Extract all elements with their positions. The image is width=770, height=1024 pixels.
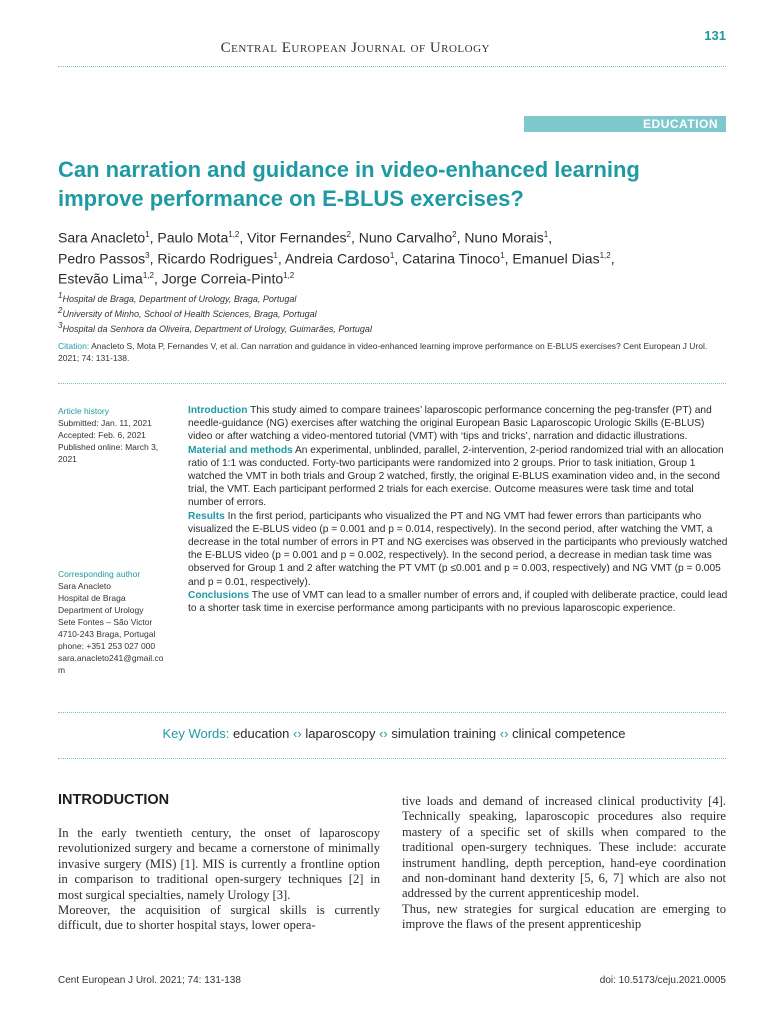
keyword-item: laparoscopy xyxy=(305,726,376,741)
author-affiliation-marker: 1 xyxy=(543,230,549,239)
author-street: Sete Fontes – São Victor xyxy=(58,617,153,627)
author-phone: phone: +351 253 027 000 xyxy=(58,641,156,651)
author-name: Sara Anacleto xyxy=(58,581,111,591)
author-list: Sara Anacleto$^1$, Paulo Mota$^{1,2}$, Vitor Fernandes$^2$, Nuno Carvalho$^2$, Nuno Morais$^1$, Pedro Passos$^3$, Ricardo Rodrigues$^1$, Andreia Cardoso$^1$, Catarina Tinoco$^1$, Emanuel Dias$^{1,2}$, Estevão Lima$^{1,2}$, Jorge Correia-Pinto$^{1,2}$ xyxy=(58,229,615,287)
article-history-heading: Article history xyxy=(58,406,110,416)
author-name: Catarina Tinoco xyxy=(402,250,501,267)
header-divider xyxy=(58,66,726,67)
author-name: Pedro Passos xyxy=(58,250,146,267)
abstract-methods: Material and methods An experimental, unblinded, parallel, 2-intervention, 2-period randomized trial with an allocation ratio of 1:1 was conducted. Forty-two participants were randomized into 2 groups. Prior to task initiation, Group 1 watched the VMT in both trials and Group 2 watched, firstly, the original E-BLUS examination video and, in the second trial, the VMT. Each participant performed 2 trials for each exercise. Outcome measures were task time and total number of errors. xyxy=(188,444,724,509)
citation-text: Anacleto S, Mota P, Fernandes V, et al. Can narration and guidance in video-enhanced learning improve performance on E-BLUS exercises? Cent European J Urol. 2021; 74: 131-138. xyxy=(58,341,708,363)
introduction-heading: INTRODUCTION xyxy=(58,792,170,808)
article-title: Can narration and guidance in video-enhanced learning improve performance on E-BLUS exercises? xyxy=(58,157,640,211)
author-name: Andreia Cardoso xyxy=(284,250,390,267)
author-name: Sara Anacleto xyxy=(58,229,146,246)
body-paragraph: tive loads and demand of increased clinical productivity [4]. Technically speaking, laparoscopic procedures also require mastery of a specific set of skills when compared to the traditional open-surgery techniques. These include: accurate instrument handling, depth perception, hand-eye coordination and non-dominant hand dexterity [5, 6, 7] which are also not addressed by the current apprenticeship model. xyxy=(402,794,726,901)
author-name: Nuno Carvalho xyxy=(358,229,453,246)
body-paragraph: In the early twentieth century, the onset of laparoscopy revolutionized surgery and became a cornerstone of minimally invasive surgery (MIS) [1]. MIS is currently a frontline option in comparison to traditional open-surgery techniques [2] in most surgical specialties, namely Urology [3]. xyxy=(58,826,380,902)
author-affiliation-marker: 1 xyxy=(389,250,395,260)
author-name: Paulo Mota xyxy=(157,229,229,246)
author-affiliation-marker: 1,2 xyxy=(142,271,154,281)
affiliation-3: $^3$Hospital da Senhora da Oliveira, Department of Urology, Guimarães, Portugal xyxy=(58,321,372,334)
corresponding-author xyxy=(58,568,170,676)
author-hospital: Hospital de Braga xyxy=(58,593,126,603)
footer-doi[interactable]: doi: 10.5173/ceju.2021.0005 xyxy=(599,975,726,986)
body-paragraph: Thus, new strategies for surgical education are emerging to improve the flaws of the present apprenticeship xyxy=(402,901,726,932)
abstract xyxy=(188,404,728,615)
abstract-conclusions: Conclusions The use of VMT can lead to a smaller number of errors and, if coupled with deliberate practice, could lead to a shorter task time in exercise performance among participants with no previous laparoscopic experience. xyxy=(188,589,728,615)
keyword-separator: ‹› xyxy=(499,726,509,741)
keywords-divider xyxy=(58,758,726,759)
page-number: 131 xyxy=(704,28,726,43)
body-left-column xyxy=(58,826,380,934)
keywords xyxy=(60,726,728,741)
footer-citation: Cent European J Urol. 2021; 74: 131-138 xyxy=(58,975,241,986)
author-affiliation-marker: 1 xyxy=(273,250,278,260)
article-history xyxy=(58,405,170,465)
corresponding-author-heading: Corresponding author xyxy=(58,569,141,579)
author-affiliation-marker: 2 xyxy=(452,230,457,239)
author-affiliation-marker: 1,2 xyxy=(283,271,295,281)
author-name: Jorge Correia-Pinto xyxy=(161,270,284,287)
author-name: Vitor Fernandes xyxy=(247,229,347,246)
author-name: Estevão Lima xyxy=(58,270,143,287)
affiliation-1: $^1$Hospital de Braga, Department of Urology, Braga, Portugal xyxy=(58,291,297,304)
citation xyxy=(58,340,726,364)
author-affiliation-marker: 1,2 xyxy=(599,250,611,260)
author-affiliation-marker: 1 xyxy=(500,250,505,260)
abstract-results: Results In the first period, participants who visualized the PT and NG VMT had fewer errors than participants who visualized the E-BLUS video (p = 0.001 and p = 0.014, respectively). In the second period, after watching the VMT, a decrease in the total number of errors in PT and NG exercises was observed in the participants who previously watched the E-BLUS video (p = 0.001 and p = 0.002, respectively). In the second period, a decrease in median task time was observed for Group 1 and 2 after watching the PT VMT (p ≤0.001 and p = 0.003, respectively) and NG VMT (p = 0.005 and p = 0.01, respectively). xyxy=(188,510,728,588)
author-name: Emanuel Dias xyxy=(512,250,600,267)
author-city: 4710-243 Braga, Portugal xyxy=(58,629,156,639)
author-name: Nuno Morais xyxy=(464,229,544,246)
author-affiliation-marker: 1 xyxy=(145,230,150,239)
keyword-item: simulation training xyxy=(391,726,497,741)
abstract-divider xyxy=(58,712,726,713)
keyword-separator: ‹› xyxy=(379,726,388,741)
journal-name: Central European Journal of Urology xyxy=(220,40,490,56)
author-affiliation-marker: 3 xyxy=(145,250,150,260)
citation-divider xyxy=(58,383,726,384)
citation-label: Citation: xyxy=(58,341,90,351)
affiliations xyxy=(58,290,678,335)
author-affiliation-marker: 1,2 xyxy=(228,230,240,239)
published-date: Published online: March 3, 2021 xyxy=(58,442,159,464)
author-affiliation-marker: 2 xyxy=(346,230,351,239)
body-right-column xyxy=(402,794,726,933)
author-name: Ricardo Rodrigues xyxy=(157,250,274,267)
submitted-date: Submitted: Jan. 11, 2021 xyxy=(58,418,152,428)
accepted-date: Accepted: Feb. 6, 2021 xyxy=(58,430,146,440)
section-label: EDUCATION xyxy=(643,117,718,131)
author-email[interactable]: sara.anacleto241@gmail.com xyxy=(58,653,164,675)
author-department: Department of Urology xyxy=(58,605,144,615)
affiliation-2: $^2$University of Minho, School of Health Sciences, Braga, Portugal xyxy=(58,306,317,319)
keyword-item: clinical competence xyxy=(512,726,626,741)
keyword-separator: ‹› xyxy=(293,726,302,741)
body-paragraph: Moreover, the acquisition of surgical skills is currently difficult, due to shorter hospital stays, lower opera- xyxy=(58,903,380,933)
keyword-item: education xyxy=(233,726,290,741)
abstract-introduction: Introduction This study aimed to compare trainees’ laparoscopic performance concerning the peg-transfer (PT) and needle-guidance (NG) exercises after watching the original European Basic Laparoscopic Urologic Skills (E-BLUS) video or after watching a video-mentored tutorial (VMT) with ‘tips and tricks’, narration and didactic illustrations. xyxy=(188,405,712,443)
keywords-label: Key Words: xyxy=(162,726,230,741)
